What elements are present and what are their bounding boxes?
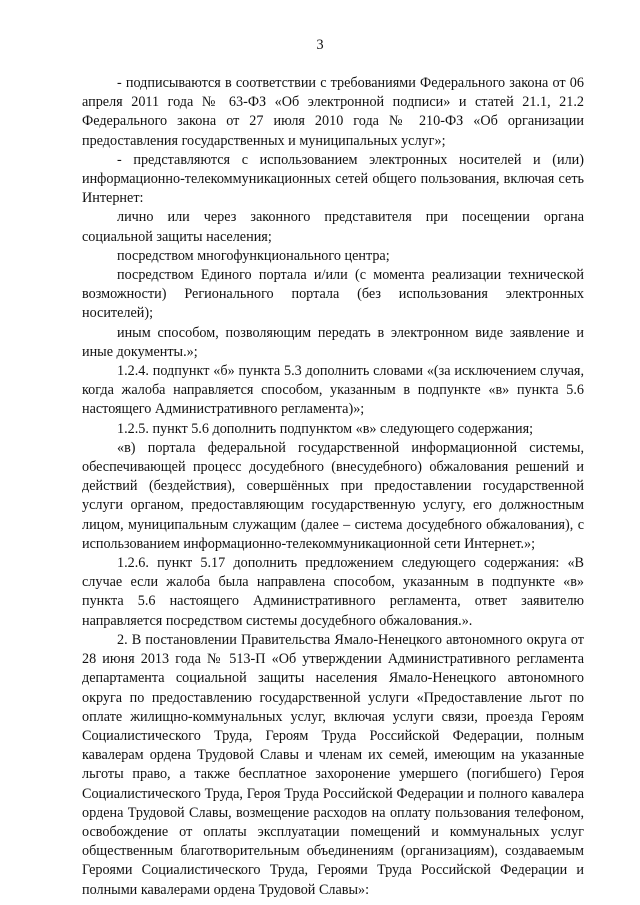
- paragraph-mfc: посредством многофункционального центра;: [117, 247, 390, 264]
- paragraph-in-person: лично или через законного представителя при посещении органа социальной защиты населения;: [82, 209, 584, 245]
- paragraph-portals: посредством Единого портала и/или (с момента реализации технической возможности) Регионального портала (без использования электронных носителей);: [82, 267, 584, 322]
- paragraph-other-means: иным способом, позволяющим передать в электронном виде заявление и иные документы.»;: [82, 324, 584, 360]
- paragraph-1-2-6: 1.2.6. пункт 5.17 дополнить предложением следующего содержания: «В случае если жалоба была направлена способом, указанным в подпункте «в» пункта 5.6 настоящего Административного регламента, ответ заявителю направляется посредством системы досудебного обжалования.».: [82, 555, 584, 629]
- paragraph-2: 2. В постановлении Правительства Ямало-Ненецкого автономного округа от 28 июня 2013 года № 513-П «Об утверждении Административного регламента департамента социальной защиты населения Ямало-Ненецкого автономного округа по предоставлению государственной услуги «Предоставление льгот по оплате жилищно-коммунальных услуг, включая услуги связи, проезда Героям Социалистического Труда, Героям Труда Российской Федерации, полным кавалерам ордена Трудовой Славы и членам их семей, имеющим на указанные льготы право, а также бесплатное захоронение умершего (погибшего) Героя Социалистического Труда, Героя Труда Российской Федерации и полного кавалера ордена Трудовой Славы, возмещение расходов на оплату пользования телефоном, освобождение от оплаты эксплуатации помещений и коммунальных услуг общественным благотворительным объединениям (организациям), создаваемым Героями Социалистического Труда, Героями Труда Российской Федерации и полными кавалерами ордена Трудовой Славы»:: [82, 631, 584, 898]
- paragraph-1-2-4: 1.2.4. подпункт «б» пункта 5.3 дополнить словами «(за исключением случая, когда жалоба направляется способом, указанным в подпункте «в» пункта 5.6 настоящего Административного регламента)»;: [82, 363, 584, 418]
- paragraph-signing: - подписываются в соответствии с требованиями Федерального закона от 06 апреля 2011 года № 63-ФЗ «Об электронной подписи» и статей 21.1, 21.2 Федерального закона от 27 июля 2010 года № 210-ФЗ «Об организации предоставления государственных и муниципальных услуг»;: [82, 75, 584, 149]
- paragraph-submission-means: - представляются с использованием электронных носителей и (или) информационно-телекоммуникационных сетей общего пользования, включая сеть Интернет:: [82, 151, 584, 207]
- page-number: 3: [316, 37, 324, 53]
- paragraph-1-2-5: 1.2.5. пункт 5.6 дополнить подпунктом «в» следующего содержания;: [117, 420, 534, 437]
- paragraph-subitem-v: «в) портала федеральной государственной информационной системы, обеспечивающей процесс досудебного (внесудебного) обжалования решений и действий (бездействия), совершённых при предоставлении государственной услуги органом, предоставляющим государственную услугу, его должностным лицом, муниципальным служащим (далее – система досудебного обжалования), с использованием информационно-телекоммуникационной сети Интернет.»;: [82, 439, 584, 552]
- document-body: [82, 74, 584, 900]
